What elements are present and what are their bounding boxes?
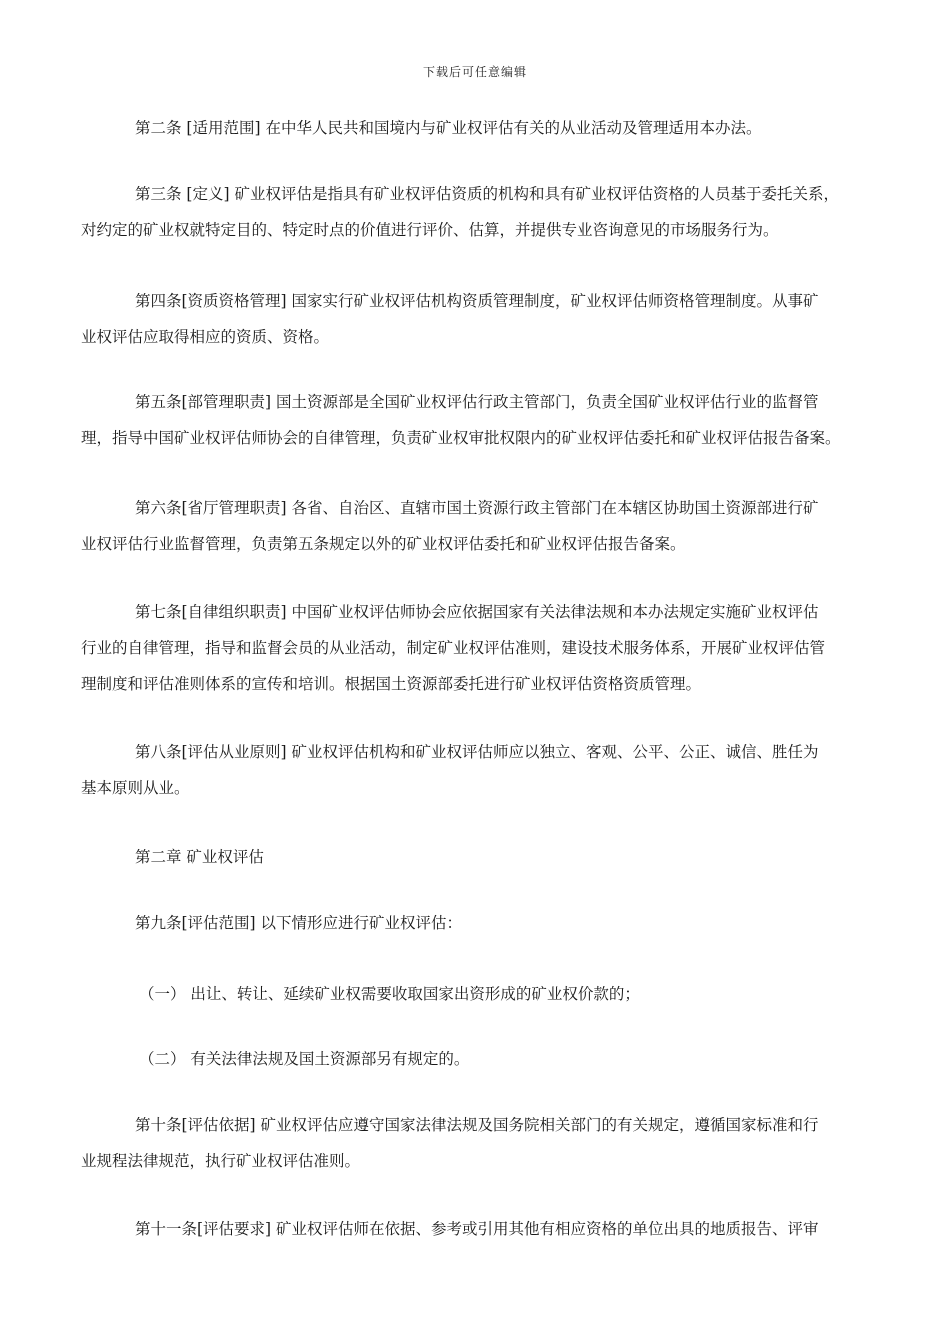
article-4 bbox=[81, 283, 881, 355]
article-7 bbox=[81, 594, 881, 702]
chapter-heading bbox=[81, 839, 881, 875]
paragraph-line: 理，指导中国矿业权评估师协会的自律管理，负责矿业权审批权限内的矿业权评估委托和矿业权评估报告备案。 bbox=[81, 429, 841, 447]
paragraph-line: 理制度和评估准则体系的宣传和培训。根据国土资源部委托进行矿业权评估资格资质管理。 bbox=[81, 675, 702, 693]
page-header: 下载后可任意编辑 bbox=[422, 65, 527, 79]
paragraph-line: （一） 出让、转让、延续矿业权需要收取国家出资形成的矿业权价款的； bbox=[139, 985, 640, 1003]
paragraph-line: 第十条[评估依据] 矿业权评估应遵守国家法律法规及国务院相关部门的有关规定，遵循国家标准和行 bbox=[135, 1116, 819, 1134]
paragraph-line: 第三条 [定义] 矿业权评估是指具有矿业权评估资质的机构和具有矿业权评估资格的人员基于委托关系， bbox=[135, 185, 839, 203]
paragraph-line: 第九条[评估范围] 以下情形应进行矿业权评估： bbox=[135, 914, 463, 932]
paragraph-line: 第六条[省厅管理职责] 各省、自治区、直辖市国土资源行政主管部门在本辖区协助国土资源部进行矿 bbox=[135, 499, 819, 517]
article-10 bbox=[81, 1107, 881, 1179]
list-item bbox=[81, 1041, 881, 1077]
paragraph-line: 对约定的矿业权就特定目的、特定时点的价值进行评价、估算，并提供专业咨询意见的市场服务行为。 bbox=[81, 221, 779, 239]
paragraph-line: 业规程法律规范，执行矿业权评估准则。 bbox=[81, 1152, 361, 1170]
paragraph-line: 第七条[自律组织职责] 中国矿业权评估师协会应依据国家有关法律法规和本办法规定实施矿业权评估 bbox=[135, 603, 819, 621]
paragraph-line: 业权评估应取得相应的资质、资格。 bbox=[81, 328, 330, 346]
article-9 bbox=[81, 905, 881, 941]
paragraph-line: 第五条[部管理职责] 国土资源部是全国矿业权评估行政主管部门，负责全国矿业权评估行业的监督管 bbox=[135, 393, 819, 411]
article-2 bbox=[81, 110, 881, 146]
paragraph-line: 业权评估行业监督管理，负责第五条规定以外的矿业权评估委托和矿业权评估报告备案。 bbox=[81, 535, 686, 553]
paragraph-line: （二） 有关法律法规及国土资源部另有规定的。 bbox=[139, 1050, 470, 1068]
paragraph-line: 第四条[资质资格管理] 国家实行矿业权评估机构资质管理制度，矿业权评估师资格管理制度。从事矿 bbox=[135, 292, 819, 310]
paragraph-line: 第二条 [适用范围] 在中华人民共和国境内与矿业权评估有关的从业活动及管理适用本办法。 bbox=[135, 119, 762, 137]
paragraph-line: 基本原则从业。 bbox=[81, 779, 190, 797]
paragraph-line: 行业的自律管理，指导和监督会员的从业活动，制定矿业权评估准则，建设技术服务体系，开展矿业权评估管 bbox=[81, 639, 826, 657]
paragraph-line: 第二章 矿业权评估 bbox=[135, 848, 264, 866]
article-6 bbox=[81, 490, 881, 562]
article-8 bbox=[81, 734, 881, 806]
paragraph-line: 第八条[评估从业原则] 矿业权评估机构和矿业权评估师应以独立、客观、公平、公正、诚信、胜任为 bbox=[135, 743, 819, 761]
paragraph-line: 第十一条[评估要求] 矿业权评估师在依据、参考或引用其他有相应资格的单位出具的地质报告、评审 bbox=[135, 1220, 819, 1238]
article-11 bbox=[81, 1211, 881, 1247]
list-item bbox=[81, 976, 881, 1012]
article-5 bbox=[81, 384, 881, 456]
article-3 bbox=[81, 176, 881, 248]
